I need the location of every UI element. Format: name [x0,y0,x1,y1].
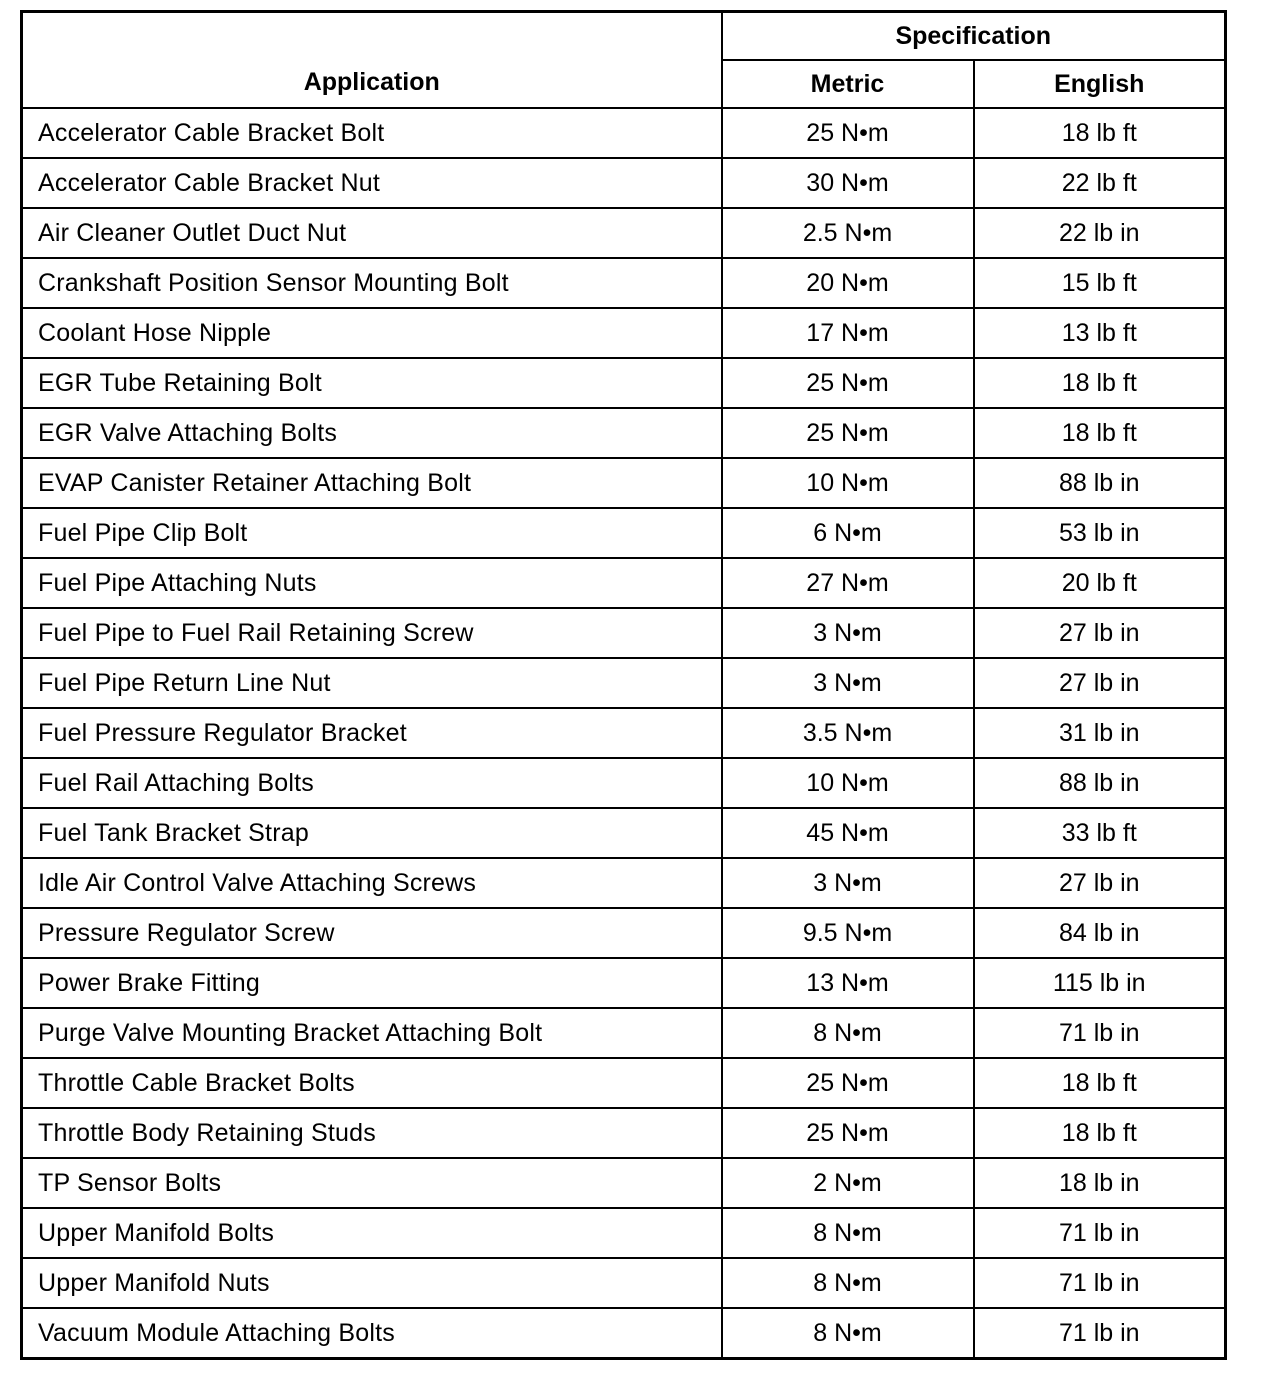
metric-value-cell: 17 N•m [722,308,974,358]
metric-value-cell: 30 N•m [722,158,974,208]
application-cell: Accelerator Cable Bracket Nut [22,158,722,208]
metric-value-cell: 8 N•m [722,1008,974,1058]
application-cell: Throttle Cable Bracket Bolts [22,1058,722,1108]
application-cell: Fuel Pipe to Fuel Rail Retaining Screw [22,608,722,658]
metric-value-cell: 10 N•m [722,458,974,508]
english-value-cell: 27 lb in [974,858,1226,908]
english-value-cell: 15 lb ft [974,258,1226,308]
english-value-cell: 18 lb ft [974,108,1226,158]
english-value-cell: 18 lb ft [974,408,1226,458]
english-value-cell: 84 lb in [974,908,1226,958]
application-cell: Vacuum Module Attaching Bolts [22,1308,722,1359]
english-value-cell: 22 lb in [974,208,1226,258]
application-cell: Coolant Hose Nipple [22,308,722,358]
metric-value-cell: 3 N•m [722,858,974,908]
application-cell: EGR Tube Retaining Bolt [22,358,722,408]
metric-value-cell: 25 N•m [722,408,974,458]
specification-group-header: Specification [722,12,1226,61]
english-value-cell: 13 lb ft [974,308,1226,358]
english-value-cell: 88 lb in [974,458,1226,508]
english-value-cell: 22 lb ft [974,158,1226,208]
metric-value-cell: 25 N•m [722,108,974,158]
table-row [22,1258,1226,1308]
table-row [22,558,1226,608]
table-row [22,908,1226,958]
application-cell: Fuel Pipe Return Line Nut [22,658,722,708]
table-row [22,158,1226,208]
english-value-cell: 115 lb in [974,958,1226,1008]
metric-value-cell: 45 N•m [722,808,974,858]
metric-value-cell: 8 N•m [722,1308,974,1359]
english-value-cell: 71 lb in [974,1208,1226,1258]
english-value-cell: 31 lb in [974,708,1226,758]
english-value-cell: 88 lb in [974,758,1226,808]
table-row [22,258,1226,308]
application-cell: Power Brake Fitting [22,958,722,1008]
english-value-cell: 27 lb in [974,608,1226,658]
english-value-cell: 20 lb ft [974,558,1226,608]
english-column-header: English [974,60,1226,108]
application-cell: Fuel Tank Bracket Strap [22,808,722,858]
table-row [22,1208,1226,1258]
table-row [22,1008,1226,1058]
table-body [22,108,1226,1359]
metric-value-cell: 6 N•m [722,508,974,558]
metric-value-cell: 8 N•m [722,1258,974,1308]
english-value-cell: 71 lb in [974,1258,1226,1308]
table-row [22,508,1226,558]
english-value-cell: 71 lb in [974,1008,1226,1058]
table-row [22,658,1226,708]
metric-value-cell: 8 N•m [722,1208,974,1258]
english-value-cell: 71 lb in [974,1308,1226,1359]
table-row [22,958,1226,1008]
metric-value-cell: 3 N•m [722,608,974,658]
english-value-cell: 53 lb in [974,508,1226,558]
english-value-cell: 33 lb ft [974,808,1226,858]
table-row [22,1108,1226,1158]
table-row [22,808,1226,858]
application-cell: EVAP Canister Retainer Attaching Bolt [22,458,722,508]
application-cell: TP Sensor Bolts [22,1158,722,1208]
application-cell: Crankshaft Position Sensor Mounting Bolt [22,258,722,308]
english-value-cell: 18 lb ft [974,358,1226,408]
application-cell: Accelerator Cable Bracket Bolt [22,108,722,158]
table-row [22,208,1226,258]
table-header [22,12,1226,109]
table-row [22,108,1226,158]
metric-value-cell: 27 N•m [722,558,974,608]
table-row [22,708,1226,758]
metric-value-cell: 3 N•m [722,658,974,708]
application-column-header: Application [22,12,722,109]
english-value-cell: 18 lb ft [974,1058,1226,1108]
header-row-top [22,12,1226,61]
metric-value-cell: 13 N•m [722,958,974,1008]
table-row [22,858,1226,908]
english-value-cell: 18 lb ft [974,1108,1226,1158]
application-cell: Fuel Pressure Regulator Bracket [22,708,722,758]
metric-value-cell: 25 N•m [722,1108,974,1158]
metric-value-cell: 2.5 N•m [722,208,974,258]
application-cell: EGR Valve Attaching Bolts [22,408,722,458]
metric-column-header: Metric [722,60,974,108]
metric-value-cell: 2 N•m [722,1158,974,1208]
table-row [22,458,1226,508]
table-row [22,758,1226,808]
metric-value-cell: 25 N•m [722,1058,974,1108]
metric-value-cell: 9.5 N•m [722,908,974,958]
metric-value-cell: 20 N•m [722,258,974,308]
application-cell: Fuel Pipe Attaching Nuts [22,558,722,608]
torque-specification-table [20,10,1227,1360]
table-row [22,608,1226,658]
application-cell: Throttle Body Retaining Studs [22,1108,722,1158]
table-row [22,1158,1226,1208]
application-cell: Pressure Regulator Screw [22,908,722,958]
table-row [22,308,1226,358]
english-value-cell: 18 lb in [974,1158,1226,1208]
application-cell: Upper Manifold Bolts [22,1208,722,1258]
table-row [22,408,1226,458]
table-row [22,1058,1226,1108]
application-cell: Idle Air Control Valve Attaching Screws [22,858,722,908]
metric-value-cell: 25 N•m [722,358,974,408]
english-value-cell: 27 lb in [974,658,1226,708]
table-row [22,358,1226,408]
application-cell: Upper Manifold Nuts [22,1258,722,1308]
metric-value-cell: 10 N•m [722,758,974,808]
application-cell: Air Cleaner Outlet Duct Nut [22,208,722,258]
application-cell: Fuel Pipe Clip Bolt [22,508,722,558]
metric-value-cell: 3.5 N•m [722,708,974,758]
application-cell: Purge Valve Mounting Bracket Attaching Bolt [22,1008,722,1058]
table-row [22,1308,1226,1359]
application-cell: Fuel Rail Attaching Bolts [22,758,722,808]
